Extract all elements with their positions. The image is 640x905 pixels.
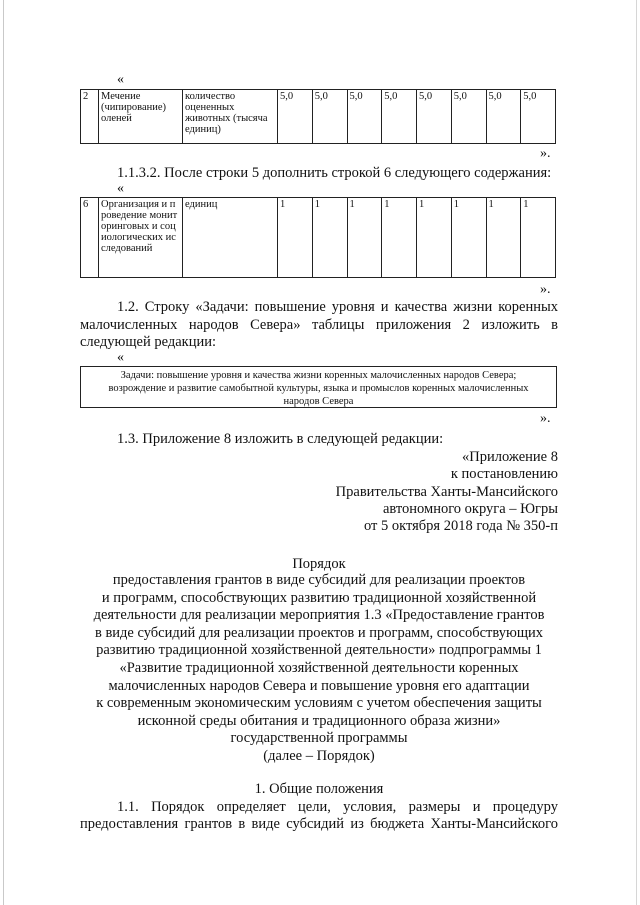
- cell-value: 5,0: [417, 90, 452, 144]
- subtitle-line: к современным экономическим условиям с учетом обеспечения защиты: [96, 695, 542, 712]
- quote-open-1: «: [117, 72, 124, 87]
- cell-value: 5,0: [451, 90, 486, 144]
- quote-close-1: ».: [540, 146, 551, 161]
- cell-value: 5,0: [278, 90, 313, 144]
- section1-line1: 1.1. Порядок определяет цели, условия, размеры и процедуру: [117, 799, 558, 815]
- quote-close-3: ».: [540, 411, 551, 426]
- document-subtitle: [80, 572, 558, 766]
- paragraph-1-2-line3: следующей редакции:: [80, 334, 217, 350]
- paragraph-1-3: 1.3. Приложение 8 изложить в следующей редакции:: [117, 431, 444, 447]
- tasks-box: [80, 366, 557, 408]
- cell-value: 1: [278, 198, 313, 278]
- cell-num: 2: [81, 90, 99, 144]
- subtitle-line: малочисленных народов Севера и повышение уровня его адаптации: [108, 677, 530, 694]
- cell-value: 5,0: [382, 90, 417, 144]
- cell-num: 6: [81, 198, 99, 278]
- cell-unit: количество оцененных животных (тысяча единиц): [183, 90, 278, 144]
- cell-value: 5,0: [347, 90, 382, 144]
- quote-open-3: «: [117, 350, 124, 365]
- table-row-2: [80, 89, 556, 144]
- tasks-line2: возрождение и развитие самобытной культуры, языка и промыслов коренных малочисленных: [108, 383, 529, 394]
- cell-unit: единиц: [183, 198, 278, 278]
- section1-line2: предоставления грантов в виде субсидий из бюджета Ханты-Мансийского: [80, 816, 558, 832]
- subtitle-line: предоставления грантов в виде субсидий для реализации проектов: [112, 572, 526, 588]
- cell-value: 1: [451, 198, 486, 278]
- section-heading: 1. Общие положения: [254, 781, 384, 797]
- paragraph-1-2-line2: малочисленных народов Севера» таблицы приложения 2 изложить в: [80, 317, 558, 333]
- subtitle-line: в виде субсидий для реализации проектов и программ, способствующих: [94, 624, 544, 641]
- paragraph-1-1-3-2: 1.1.3.2. После строки 5 дополнить строкой 6 следующего содержания:: [117, 165, 552, 181]
- tasks-line1: Задачи: повышение уровня и качества жизни коренных малочисленных народов Севера;: [120, 370, 517, 381]
- tasks-line3: народов Севера: [283, 396, 354, 407]
- subtitle-line: государственной программы: [230, 730, 408, 747]
- cell-value: 1: [521, 198, 556, 278]
- cell-value: 1: [312, 198, 347, 278]
- cell-value: 1: [382, 198, 417, 278]
- quote-close-2: ».: [540, 282, 551, 297]
- subtitle-line: «Развитие традиционной хозяйственной деятельности коренных: [119, 659, 519, 676]
- subtitle-line: (далее – Порядок): [263, 747, 375, 764]
- subtitle-line: и программ, способствующих развитию традиционной хозяйственной: [101, 589, 537, 606]
- document-title: Порядок: [292, 556, 346, 572]
- cell-value: 5,0: [486, 90, 521, 144]
- subtitle-line: деятельности для реализации мероприятия 1.3 «Предоставление грантов: [93, 607, 545, 624]
- paragraph-1-2-line1: 1.2. Строку «Задачи: повышение уровня и качества жизни коренных: [117, 299, 558, 315]
- appendix-line5: от 5 октября 2018 года № 350-п: [363, 518, 558, 534]
- page-edge-left: [3, 0, 4, 905]
- appendix-line4: автономного округа – Югры: [382, 501, 558, 517]
- cell-name: Организация и проведение мониторинговых и социологических исследований: [99, 198, 183, 278]
- cell-value: 1: [347, 198, 382, 278]
- cell-value: 5,0: [312, 90, 347, 144]
- appendix-line3: Правительства Ханты-Мансийского: [335, 484, 558, 500]
- cell-value: 1: [417, 198, 452, 278]
- quote-open-2: «: [117, 181, 124, 196]
- page-edge-right: [636, 0, 637, 905]
- table-row-6: [80, 197, 556, 278]
- appendix-line2: к постановлению: [450, 466, 558, 482]
- cell-value: 5,0: [521, 90, 556, 144]
- appendix-line1: «Приложение 8: [462, 449, 558, 465]
- cell-name: Мечение (чипирование) оленей: [99, 90, 183, 144]
- subtitle-line: исконной среды обитания и традиционного образа жизни»: [137, 712, 501, 729]
- cell-value: 1: [486, 198, 521, 278]
- subtitle-line: развитию традиционной хозяйственной деятельности» подпрограммы 1: [96, 642, 542, 659]
